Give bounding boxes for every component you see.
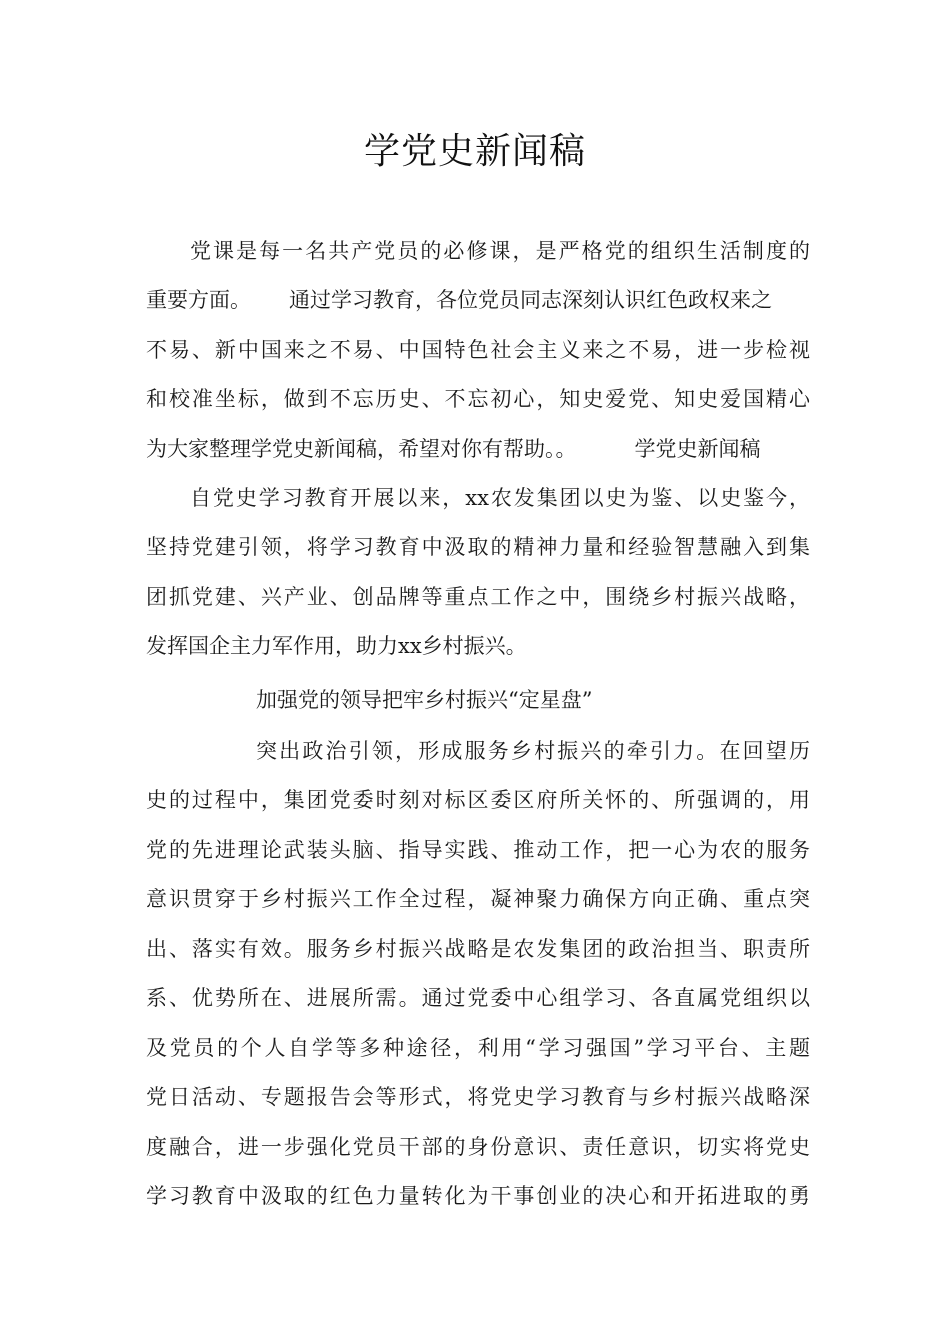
para2-line-5: 出、落实有效。服务乡村振兴战略是农发集团的政治担当、职责所: [146, 937, 810, 961]
para2-line-1: 突出政治引领，形成服务乡村振兴的牵引力。在回望历: [256, 739, 810, 763]
para2-line-2: 史的过程中，集团党委时刻对标区委区府所关怀的、所强调的，用: [146, 788, 810, 812]
intro-line-5-b: 学党史新闻稿: [634, 437, 761, 461]
para2-line-7: 及党员的个人自学等多种途径，利用“学习强国”学习平台、主题: [146, 1036, 810, 1060]
para2-line-4: 意识贯穿于乡村振兴工作全过程，凝神聚力确保方向正确、重点突: [146, 887, 810, 911]
intro-line-4: 和校准坐标，做到不忘历史、不忘初心，知史爱党、知史爱国精心: [146, 387, 810, 411]
para2-line-6: 系、优势所在、进展所需。通过党委中心组学习、各直属党组织以: [146, 986, 810, 1010]
para1-line-1: 自党史学习教育开展以来，xx农发集团以史为鉴、以史鉴今，: [190, 486, 810, 510]
intro-line-2-a: 重要方面。: [146, 288, 251, 312]
section-subheading: 加强党的领导把牢乡村振兴“定星盘”: [256, 688, 593, 712]
document-title: 学党史新闻稿: [363, 131, 586, 172]
para2-line-8: 党日活动、专题报告会等形式，将党史学习教育与乡村振兴战略深: [146, 1085, 810, 1109]
para1-line-2: 坚持党建引领，将学习教育中汲取的精神力量和经验智慧融入到集: [146, 535, 810, 559]
intro-line-1: 党课是每一名共产党员的必修课，是严格党的组织生活制度的: [190, 239, 810, 263]
intro-line-2: [146, 285, 810, 315]
para2-line-9: 度融合，进一步强化党员干部的身份意识、责任意识，切实将党史: [146, 1135, 810, 1159]
intro-line-2-b: 通过学习教育，各位党员同志深刻认识红色政权来之: [289, 288, 772, 312]
para1-line-4: 发挥国企主力军作用，助力xx乡村振兴。: [146, 634, 527, 658]
intro-line-5-a: 为大家整理学党史新闻稿，希望对你有帮助。。: [146, 437, 577, 461]
intro-line-5: [146, 434, 810, 464]
para2-line-10: 学习教育中汲取的红色力量转化为干事创业的决心和开拓进取的勇: [146, 1184, 810, 1208]
para1-line-3: 团抓党建、兴产业、创品牌等重点工作之中，围绕乡村振兴战略，: [146, 585, 810, 609]
para2-line-3: 党的先进理论武装头脑、指导实践、推动工作，把一心为农的服务: [146, 838, 810, 862]
intro-line-3: 不易、新中国来之不易、中国特色社会主义来之不易，进一步检视: [146, 338, 810, 362]
